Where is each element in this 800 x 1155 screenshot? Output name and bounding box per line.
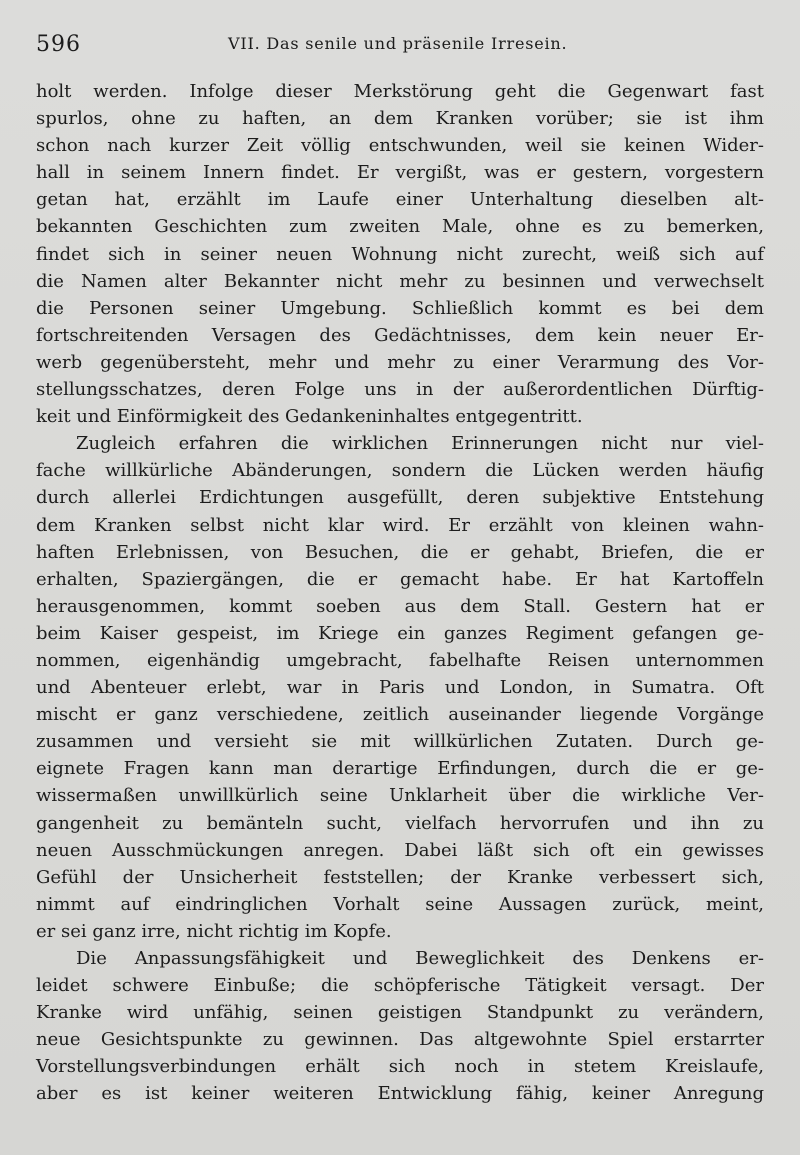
text-line: Vorstellungsverbindungen erhält sich noch in stetem Kreislaufe,: [36, 1056, 764, 1078]
text-line: mischt er ganz verschiedene, zeitlich auseinander liegende Vorgänge: [36, 704, 764, 726]
paragraph: [36, 945, 764, 1108]
text-line: schon nach kurzer Zeit völlig entschwunden, weil sie keinen Wider-: [36, 135, 764, 157]
text-line: keit und Einförmigkeit des Gedankeninhaltes entgegentritt.: [36, 406, 583, 428]
text-line: stellungsschatzes, deren Folge uns in der außerordentlichen Dürftig-: [36, 379, 764, 401]
text-line: fache willkürliche Abänderungen, sondern die Lücken werden häufig: [36, 460, 764, 482]
text-line: findet sich in seiner neuen Wohnung nicht zurecht, weiß sich auf: [36, 243, 764, 265]
body-text: [36, 78, 764, 1108]
text-line: Zugleich erfahren die wirklichen Erinnerungen nicht nur viel-: [76, 433, 764, 455]
text-line: neue Gesichtspunkte zu gewinnen. Das altgewohnte Spiel erstarrter: [36, 1029, 764, 1051]
text-line: bekannten Geschichten zum zweiten Male, ohne es zu bemerken,: [36, 216, 764, 238]
text-line: gangenheit zu bemänteln sucht, vielfach hervorrufen und ihn zu: [36, 812, 764, 834]
text-line: die Personen seiner Umgebung. Schließlich kommt es bei dem: [36, 297, 764, 319]
text-line: werb gegenübersteht, mehr und mehr zu einer Verarmung des Vor-: [36, 351, 764, 373]
text-line: eignete Fragen kann man derartige Erfindungen, durch die er ge-: [36, 758, 764, 780]
text-line: hall in seinem Innern findet. Er vergißt, was er gestern, vorgestern: [36, 162, 764, 184]
running-head: [36, 28, 764, 58]
text-line: fortschreitenden Versagen des Gedächtnisses, dem kein neuer Er-: [36, 324, 764, 346]
text-line: nimmt auf eindringlichen Vorhalt seine Aussagen zurück, meint,: [36, 893, 764, 915]
text-line: beim Kaiser gespeist, im Kriege ein ganzes Regiment gefangen ge-: [36, 622, 764, 644]
text-line: herausgenommen, kommt soeben aus dem Stall. Gestern hat er: [36, 595, 764, 617]
paragraph: [36, 78, 764, 430]
text-line: erhalten, Spaziergängen, die er gemacht habe. Er hat Kartoffeln: [36, 568, 764, 590]
text-line: durch allerlei Erdichtungen ausgefüllt, deren subjektive Entstehung: [36, 487, 764, 509]
text-line: spurlos, ohne zu haften, an dem Kranken vorüber; sie ist ihm: [36, 108, 764, 130]
text-line: haften Erlebnissen, von Besuchen, die er gehabt, Briefen, die er: [36, 541, 764, 563]
text-line: und Abenteuer erlebt, war in Paris und London, in Sumatra. Oft: [36, 677, 764, 699]
chapter-title: VII. Das senile und präsenile Irresein.: [228, 34, 568, 53]
text-line: neuen Ausschmückungen anregen. Dabei läßt sich oft ein gewisses: [36, 839, 764, 861]
text-line: Kranke wird unfähig, seinen geistigen Standpunkt zu verändern,: [36, 1002, 764, 1024]
text-line: wissermaßen unwillkürlich seine Unklarheit über die wirkliche Ver-: [36, 785, 764, 807]
text-line: zusammen und versieht sie mit willkürlichen Zutaten. Durch ge-: [36, 731, 764, 753]
text-line: Gefühl der Unsicherheit feststellen; der Kranke verbessert sich,: [36, 866, 764, 888]
text-line: die Namen alter Bekannter nicht mehr zu besinnen und verwechselt: [36, 270, 764, 292]
paragraph: [36, 430, 764, 945]
text-line: Die Anpassungsfähigkeit und Beweglichkeit des Denkens er-: [76, 948, 764, 969]
page-number: 596: [36, 32, 81, 57]
text-line: getan hat, erzählt im Laufe einer Unterhaltung dieselben alt-: [36, 189, 764, 211]
text-line: nommen, eigenhändig umgebracht, fabelhafte Reisen unternommen: [36, 649, 764, 671]
text-line: er sei ganz irre, nicht richtig im Kopfe.: [36, 920, 392, 942]
text-line: dem Kranken selbst nicht klar wird. Er erzählt von kleinen wahn-: [36, 514, 764, 536]
text-line: holt werden. Infolge dieser Merkstörung geht die Gegenwart fast: [36, 81, 764, 102]
text-line: leidet schwere Einbuße; die schöpferische Tätigkeit versagt. Der: [36, 975, 764, 997]
text-line: aber es ist keiner weiteren Entwicklung fähig, keiner Anregung: [36, 1083, 764, 1105]
